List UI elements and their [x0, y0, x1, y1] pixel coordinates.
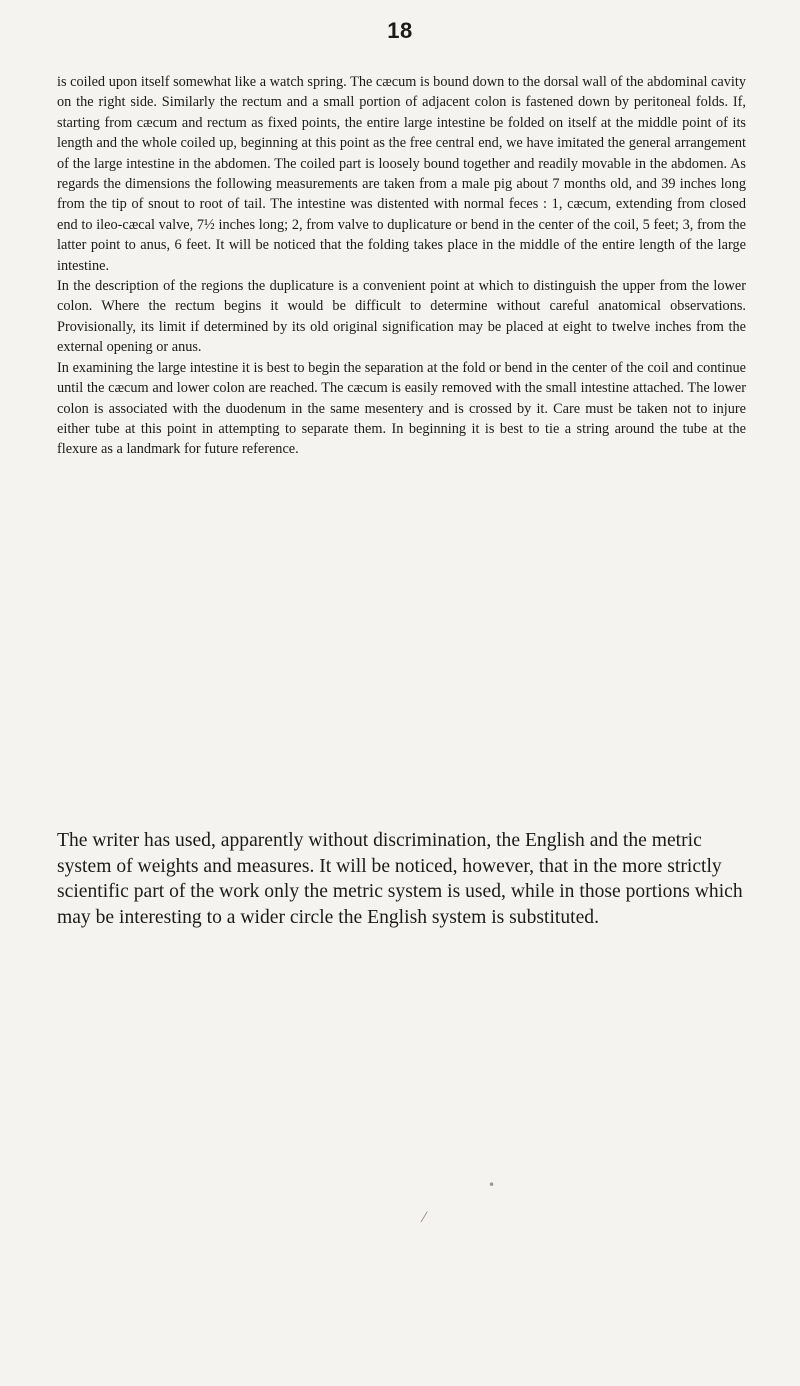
page-number: 18 [387, 18, 413, 43]
body-text [57, 72, 746, 460]
note-paragraph: The writer has used, apparently without discrimination, the English and the metric system of weights and measures. It will be noticed, however, that in the more strictly scientific part of the work only the metric system is used, while in those portions which may be interesting to a wider circle the English system is substituted. [57, 830, 743, 928]
paragraph: In examining the large intestine it is best to begin the separation at the fold or bend in the center of the coil and continue until the cæcum and lower colon are reached. The cæcum is easily removed with the small intestine attached. The lower colon is associated with the duodenum in the same mesentery and is crossed by it. Care must be taken not to injure either tube at this point in attempting to separate them. In beginning it is best to tie a string around the tube at the flexure as a landmark for future reference. [57, 359, 746, 458]
ink-speck: ⁄ [423, 1210, 426, 1226]
paragraph: is coiled upon itself somewhat like a watch spring. The cæcum is bound down to the dorsal wall of the abdominal cavity on the right side. Similarly the rectum and a small portion of adjacent colon is fastened down by peritoneal folds. If, starting from cæcum and rectum as fixed points, the entire large intestine be folded on itself at the middle point of its length and the whole coiled up, beginning at this point as the free central end, we have imitated the general arrangement of the large intestine in the abdomen. The coiled part is loosely bound together and readily movable in the abdomen. As regards the dimensions the following measurements are taken from a male pig about 7 months old, and 39 inches long from the tip of snout to root of tail. The intestine was distented with normal feces : 1, cæcum, extending from closed end to ileo-cæcal valve, 7½ inches long; 2, from valve to duplicature or bend in the center of the coil, 5 feet; 3, from the latter point to anus, 6 feet. It will be noticed that the folding takes place in the middle of the entire length of the large intestine. [57, 74, 746, 274]
author-note [57, 828, 757, 930]
paragraph: In the description of the regions the duplicature is a convenient point at which to distinguish the upper from the lower colon. Where the rectum begins it would be difficult to determine without careful anatomical observations. Provisionally, its limit if determined by its old original signification may be placed at eight to twelve inches from the external opening or anus. [57, 278, 746, 356]
ink-speck: • [488, 1178, 496, 1192]
